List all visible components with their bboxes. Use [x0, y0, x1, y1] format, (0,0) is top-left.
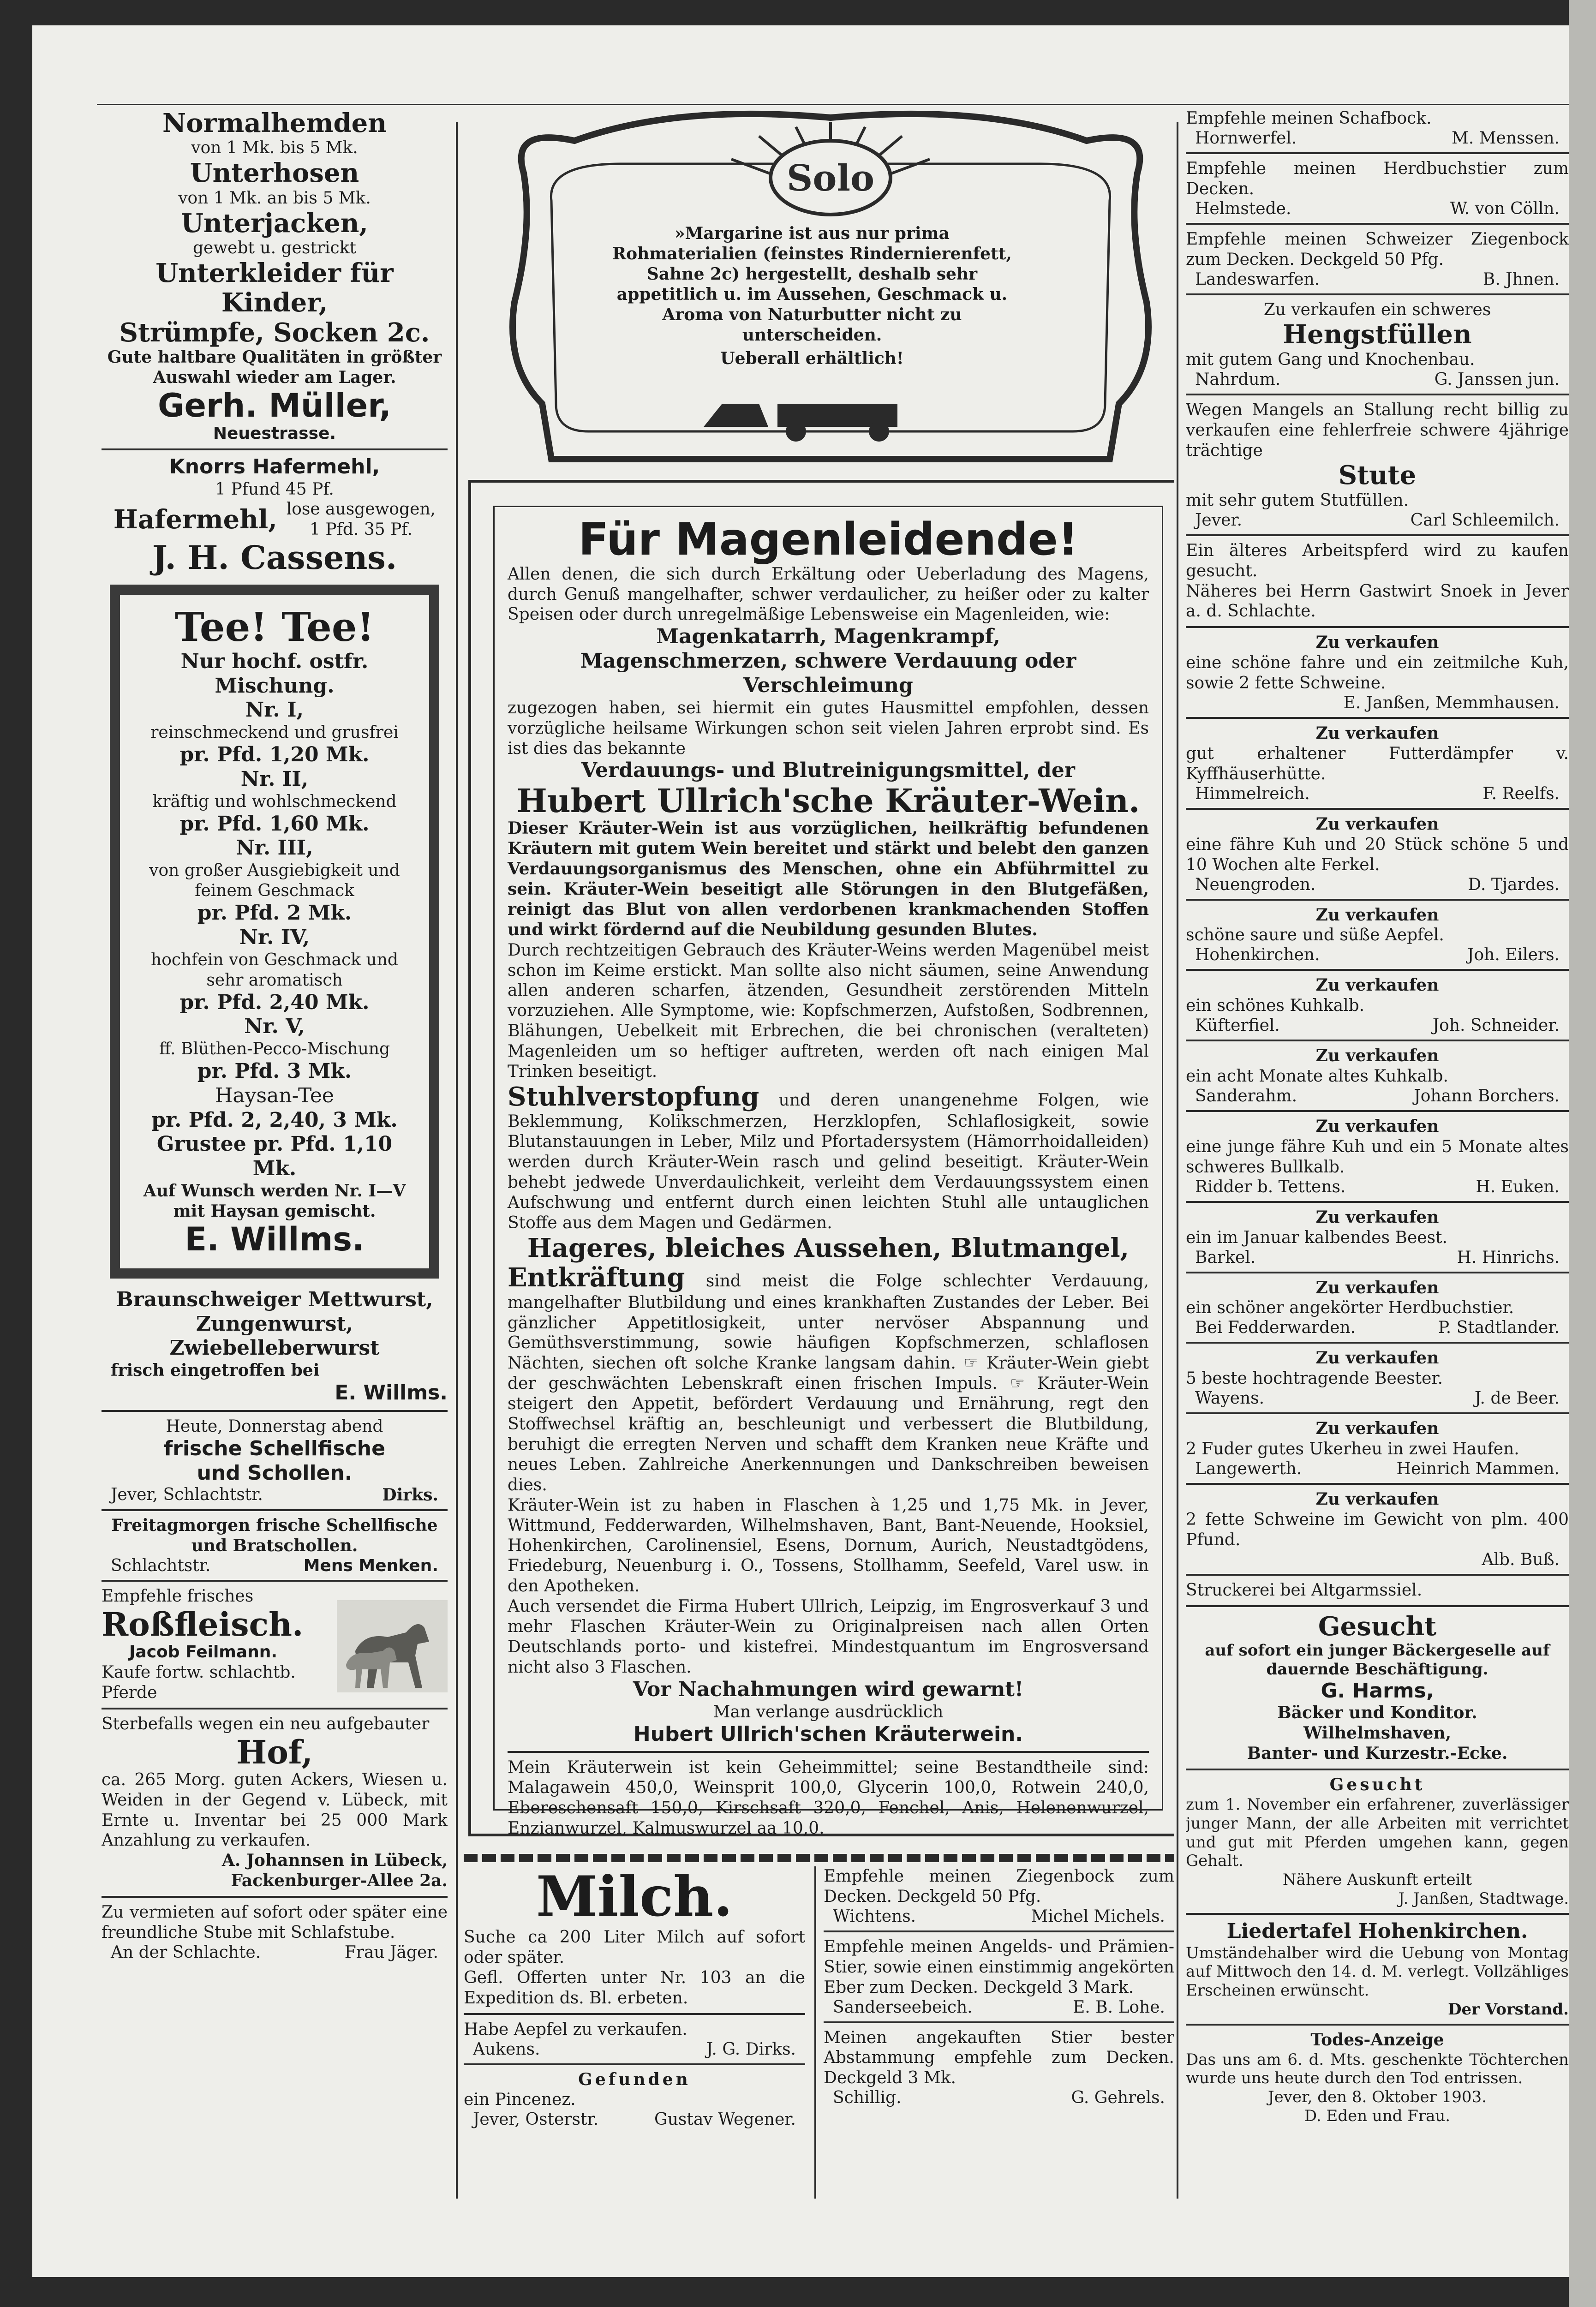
- ad-line: Zu verkaufen ein schweres: [1263, 300, 1491, 319]
- ad-heading: Milch.: [536, 1864, 733, 1929]
- sale-ad: [1186, 1040, 1569, 1106]
- ad-body: Habe Aepfel zu verkaufen.: [464, 2020, 687, 2039]
- ad-milch-block: [464, 1866, 805, 2199]
- ad-line: Haysan-Tee: [215, 1083, 334, 1107]
- ad-place: Landeswarfen.: [1195, 269, 1320, 289]
- ad-body: auf sofort ein junger Bäckergeselle auf dauernde Beschäftigung.: [1205, 1641, 1550, 1679]
- ad-heading: Zu verkaufen: [1315, 975, 1439, 995]
- top-rule: [97, 104, 1569, 105]
- ad-heading: Todes-Anzeige: [1310, 2030, 1444, 2050]
- ad-line: Gute haltbare Qualitäten in größter Auswahl wieder am Lager.: [107, 347, 442, 387]
- ad-line: pr. Pfd. 2, 2,40, 3 Mk.: [151, 1108, 398, 1132]
- tee-number: Nr. II,: [240, 767, 309, 791]
- advertiser-name: Jacob Feilmann.: [129, 1643, 278, 1662]
- ad-place: Langewerth.: [1195, 1459, 1302, 1478]
- ad-place: Schillig.: [833, 2088, 902, 2108]
- ad-place: Jever, Osterstr.: [473, 2110, 599, 2129]
- ad-line: Kaufe fortw. schlachtb.: [102, 1663, 296, 1682]
- advertiser-name: Gerh. Müller,: [157, 386, 392, 424]
- advertiser-name: A. Johannsen in Lübeck, Fackenburger-Allee 2a.: [221, 1851, 448, 1891]
- advertiser-name: J. H. Cassens.: [152, 538, 397, 577]
- advertiser-name: J. Janßen, Stadtwage.: [1398, 1889, 1569, 1908]
- ad-heading: Zu verkaufen: [1315, 1116, 1439, 1136]
- ad-line: Empfehle frisches: [102, 1587, 254, 1606]
- ad-body: Kräuter-Wein ist zu haben in Flaschen à 1,25 und 1,75 Mk. in Jever, Wittmund, Fedderwarden, Wilhelmshaven, Bant, Bant-Neuende, Hooksiel, Hohenkirchen, Carolinensiel, Esens, Dornum, Aurich, Neustadtgödens, Friedeburg, Neuenburg i. O., Tossens, Stollhamm, Seefeld, Varel usw. in den Apotheken.: [508, 1495, 1149, 1596]
- tee-price: pr. Pfd. 2 Mk.: [197, 901, 352, 925]
- ad-heading: Liedertafel Hohenkirchen.: [1226, 1919, 1528, 1943]
- column-rule: [814, 1866, 816, 2199]
- ad-place: Helmstede.: [1195, 199, 1291, 218]
- ad-body: mit sehr gutem Stutfüllen.: [1186, 490, 1409, 510]
- ad-heading: Tee! Tee!: [174, 604, 375, 651]
- advertiser-name: E. B. Lohe.: [1072, 1997, 1165, 2017]
- ad-body: Umständehalber wird die Uebung von Montag auf Mittwoch den 14. d. M. verlegt. Vollzähliges Erscheinen erwünscht.: [1186, 1943, 1569, 2000]
- ad-place: Sanderseebeich.: [833, 1997, 973, 2017]
- ad-body: Mein Kräuterwein ist kein Geheimmittel; seine Bestandtheile sind: Malagawein 450,0, Weinsprit 100,0, Glycerin 100,0, Rotwein 240,0, Ebereschensaft 150,0, Kirschsaft 320,0, Fenchel, Anis, Helenenwurzel, Enzianwurzel, Kalmuswurzel aa 10,0.: [508, 1758, 1149, 1838]
- ad-hof: [102, 1714, 448, 1891]
- small-ad: [1186, 108, 1569, 154]
- sale-ads-list: [1186, 626, 1569, 1600]
- ad-body: sind meist die Folge schlechter Verdauung, mangelhafter Blutbildung und eines krankhaften Zustandes der Leber. Bei gänzlicher Appetitlosigkeit, unter nervöser Abspannung und Gemüthsverstimmung, sowie häufigen Kopfschmerzen, schlaflosen Nächten, siechen oft solche Kranke langsam dahin. ☞ Kräuter-Wein giebt der geschwächten Lebenskraft einen frischen Impuls. ☞ Kräuter-Wein steigert den Appetit, befördert Verdauung und Ernährung, regt den Stoffwechsel kräftig an, beschleunigt und verbessert die Blutbildung, beruhigt die erregten Nerven und schafft dem Kranken neue Kräfte und neues Leben. Zahlreiche Anerkennungen und Dankschreiben beweisen dies.: [508, 1272, 1149, 1494]
- ad-heading: Knorrs Hafermehl,: [169, 454, 380, 478]
- tee-number: Nr. I,: [245, 698, 304, 722]
- ad-place: Sanderahm.: [1195, 1086, 1297, 1106]
- ad-body: Dieser Kräuter-Wein ist aus vorzüglichen, heilkräftig befundenen Kräutern mit gutem Wein bereitet und stärkt und belebt den ganzen Verdauungsorganismus des Menschen, ohne ein Abführmittel zu sein. Kräuter-Wein beseitigt alle Störungen in den Blutgefäßen, reinigt das Blut von allen verdorbenen krankmachenden Stoffen und wirkt fördernd auf die Neubildung gesunden Blutes.: [508, 819, 1149, 939]
- ad-heading: Zu verkaufen: [1315, 1278, 1439, 1297]
- ad-heading: Gesucht: [1329, 1775, 1425, 1795]
- tee-description: hochfein von Geschmack und sehr aromatisch: [151, 950, 398, 990]
- ad-body: eine fähre Kuh und 20 Stück schöne 5 und 10 Wochen alte Ferkel.: [1186, 835, 1569, 874]
- ad-body: ein im Januar kalbendes Beest.: [1186, 1228, 1447, 1247]
- ad-emphasis: Magenschmerzen, schwere Verdauung oder Verschleimung: [580, 649, 1076, 697]
- ad-body: zugezogen haben, sei hiermit ein gutes Hausmittel empfohlen, dessen vorzügliche heilsame Wirkungen schon seit vielen Jahren erprobt sind. Es ist dies das bekannte: [508, 698, 1149, 758]
- ad-body: Auch versendet die Firma Hubert Ullrich, Leipzig, im Engrosverkauf 3 und mehr Flaschen Kräuter-Wein zu Originalpreisen nach allen Orten Deutschlands porto- und kistefrei. Mindestquantum im Engrosversand nicht also 3 Flaschen.: [508, 1597, 1149, 1677]
- ad-body: Durch rechtzeitigen Gebrauch des Kräuter-Weins werden Magenübel meist schon im Keime erstickt. Man sollte also nicht säumen, seine Anwendung allen anderen scharfen, ätzenden, Gesundheit zerstörenden Mitteln vorzuziehen. Alle Symptome, wie: Kopfschmerzen, Aufstoßen, Sodbrennen, Blähungen, Uebelkeit mit Erbrechen, die bei chronischen (veralteten) Magenleiden um so heftiger auftreten, werden oft nach einigen Mal Trinken beseitigt.: [508, 940, 1149, 1082]
- ad-body: 2 Fuder gutes Ukerheu in zwei Haufen.: [1186, 1440, 1519, 1459]
- sale-ad: [1186, 1574, 1569, 1601]
- ad-wurst: [102, 1288, 448, 1405]
- ad-gesucht-baecker: [1186, 1612, 1569, 1764]
- ad-place: Aukens.: [473, 2039, 540, 2059]
- tee-price: pr. Pfd. 2,40 Mk.: [179, 990, 370, 1014]
- advertiser-name: Carl Schleemilch.: [1410, 510, 1560, 530]
- advertiser-name: W. von Cölln.: [1450, 199, 1560, 218]
- ad-body: Empfehle meinen Ziegenbock zum Decken. Deckgeld 50 Pfg.: [824, 1867, 1174, 1906]
- ad-freitag: [102, 1516, 448, 1575]
- ad-line: 1 Pfd. 35 Pf.: [310, 520, 412, 539]
- ad-line: Bäcker und Konditor.: [1277, 1703, 1477, 1723]
- adjacent-page-edge: [1569, 0, 1596, 2307]
- ad-body: Ein älteres Arbeitspferd wird zu kaufen gesucht.: [1186, 541, 1569, 580]
- sale-ad: [1186, 1483, 1569, 1569]
- ad-body: gut erhaltener Futterdämpfer v. Kyffhäuserhütte.: [1186, 744, 1569, 783]
- advertiser-name: Joh. Schneider.: [1432, 1016, 1560, 1035]
- ad-body: und deren unangenehme Folgen, wie Beklemmung, Kolikschmerzen, Herzklopfen, Schlaflosigkeit, sowie Blutanstauungen in Leber, Milz und Pfortadersystem (Hämorrhoidalleiden) werden durch Kräuter-Wein rasch und gelind beseitigt. Kräuter-Wein behebt jedwede Unverdaulichkeit, verleiht dem Verdauungssystem einen Aufschwung und entfernt durch einen leichten Stuhl alle untauglichen Stoffe aus dem Magen und Gedärmen.: [508, 1091, 1149, 1232]
- ad-heading: Unterkleider für Kinder,: [155, 257, 394, 318]
- tee-description: kräftig und wohlschmeckend: [152, 792, 397, 811]
- ad-body: Gefl. Offerten unter Nr. 103 an die Expedition ds. Bl. erbeten.: [464, 1968, 805, 2008]
- ad-heading: frische Schellfische: [164, 1436, 385, 1460]
- sale-ad: [1186, 1272, 1569, 1338]
- ad-place: Hohenkirchen.: [1195, 945, 1320, 965]
- small-ads-top: [1186, 108, 1569, 295]
- ad-subheading: Entkräftung: [508, 1262, 685, 1293]
- ad-place: Wichtens.: [833, 1907, 916, 1926]
- ad-line: lose ausgewogen,: [286, 500, 436, 519]
- ornament-border: [464, 1854, 1174, 1862]
- ad-body: ein Pincenez.: [464, 2090, 576, 2110]
- tee-price: pr. Pfd. 1,20 Mk.: [179, 743, 370, 767]
- ad-body: eine junge fähre Kuh und ein 5 Monate altes schweres Bullkalb.: [1186, 1137, 1569, 1177]
- column-left: [102, 108, 448, 2199]
- tee-number: Nr. V,: [244, 1015, 305, 1039]
- ad-stute: [1186, 400, 1569, 530]
- ad-heading: Gefunden: [578, 2069, 691, 2089]
- tee-list: [134, 698, 415, 1083]
- advertiser-name: Johann Borchers.: [1414, 1086, 1560, 1106]
- ad-body: Empfehle meinen Herdbuchstier zum Decken.: [1186, 159, 1569, 198]
- ad-line: frisch eingetroffen bei: [111, 1361, 320, 1381]
- ad-body: 2 fette Schweine im Gewicht von plm. 400 Pfund.: [1186, 1510, 1569, 1549]
- advertiser-name: F. Reelfs.: [1482, 784, 1560, 803]
- ad-place: Hornwerfel.: [1195, 128, 1297, 148]
- ad-line: 1 Pfund 45 Pf.: [215, 479, 334, 499]
- tee-price: pr. Pfd. 3 Mk.: [197, 1059, 352, 1083]
- sale-ad: [1186, 899, 1569, 965]
- solo-tagline: Ueberall erhältlich!: [720, 349, 904, 369]
- ad-line: Banter- und Kurzestr.-Ecke.: [1247, 1744, 1508, 1763]
- tee-item: [134, 698, 415, 767]
- tee-number: Nr. III,: [236, 836, 313, 860]
- solo-body: »Margarine ist aus nur prima Rohmaterialien (feinstes Rindernierenfett, Sahne 2c) hergestellt, deshalb sehr appetitlich u. im Aussehen, Geschmack u. Aroma von Naturbutter nicht zu unterscheiden.: [612, 224, 1012, 345]
- sale-ad: [1186, 1110, 1569, 1196]
- advertiser-name: G. Gehrels.: [1071, 2088, 1165, 2108]
- column-rule: [1177, 122, 1178, 2199]
- ad-liedertafel: [1186, 1919, 1569, 2019]
- tee-description: ff. Blüthen-Pecco-Mischung: [159, 1040, 390, 1059]
- advertiser-name: B. Jhnen.: [1482, 269, 1560, 289]
- column-center: [464, 108, 1174, 2199]
- ad-line: gewebt u. gestrickt: [193, 238, 356, 257]
- ad-line: Sterbefalls wegen ein neu aufgebauter: [102, 1714, 430, 1733]
- ad-line: Heute, Donnerstag abend: [166, 1416, 383, 1436]
- advertiser-name: P. Stadtlander.: [1438, 1318, 1560, 1338]
- sale-ad: [1186, 1342, 1569, 1408]
- ad-heading: Hof,: [236, 1733, 313, 1771]
- ad-place: Jever.: [1195, 510, 1243, 530]
- advertiser-name: J. G. Dirks.: [706, 2039, 796, 2059]
- ad-body: Das uns am 6. d. Mts. geschenkte Töchterchen wurde uns heute durch den Tod entrissen.: [1186, 2050, 1569, 2088]
- ad-line: von 1 Mk. bis 5 Mk.: [191, 138, 358, 158]
- sale-ad: [1186, 1412, 1569, 1478]
- ad-place: Schlachtstr.: [111, 1556, 211, 1576]
- newspaper-page: [32, 25, 1569, 2277]
- advertiser-name: H. Euken.: [1476, 1177, 1560, 1196]
- ad-heading: Roßfleisch.: [102, 1605, 304, 1644]
- ad-subheading: Hubert Ullrich'sche Kräuter-Wein.: [516, 782, 1140, 820]
- ad-warning: Vor Nachahmungen wird gewarnt!: [633, 1677, 1024, 1701]
- ad-place: Ridder b. Tettens.: [1195, 1177, 1346, 1196]
- ad-line: Auf Wunsch werden Nr. I—V mit Haysan gemischt.: [143, 1181, 406, 1221]
- ad-body: Empfehle meinen Angelds- und Prämien-Stier, sowie einen einstimmig angekörten Eber zum Decken. Deckgeld 3 Mark.: [824, 1937, 1174, 1997]
- ad-body: mit gutem Gang und Knochenbau.: [1186, 350, 1475, 369]
- ad-place: Jever, Schlachtstr.: [111, 1485, 263, 1505]
- advertiser-name: Dirks.: [382, 1485, 438, 1505]
- ad-heading: Zungenwurst, Zwiebelleberwurst: [169, 1312, 380, 1360]
- ad-heading: Zu verkaufen: [1315, 1348, 1439, 1368]
- ad-line: Pferde: [102, 1683, 157, 1702]
- ad-heading: Unterhosen: [190, 158, 359, 189]
- ad-body: Meinen angekauften Stier bester Abstammung empfehle zum Decken. Deckgeld 3 Mk.: [824, 2028, 1174, 2088]
- small-ad: [1186, 159, 1569, 225]
- advertiser-name: J. de Beer.: [1474, 1389, 1560, 1408]
- tee-item: [134, 836, 415, 925]
- advertiser-name: D. Tjardes.: [1468, 875, 1560, 894]
- ad-place: An der Schlachte.: [111, 1942, 261, 1962]
- ad-heading: Stute: [1338, 460, 1417, 491]
- tee-number: Nr. IV,: [239, 925, 310, 949]
- ad-line: Wilhelmshaven,: [1303, 1723, 1452, 1743]
- ad-body: ca. 265 Morg. guten Ackers, Wiesen u. Weiden in der Gegend v. Lübeck, mit Ernte u. Inventar bei 25 000 Mark Anzahlung zu verkaufen.: [102, 1770, 448, 1850]
- ad-body: ein schönes Kuhkalb.: [1186, 996, 1365, 1016]
- advertiser-name: M. Menssen.: [1452, 128, 1560, 148]
- ad-subheading: Hageres, bleiches Aussehen, Blutmangel,: [527, 1232, 1130, 1263]
- ad-heading: Für Magenleidende!: [578, 514, 1078, 565]
- ad-heading: Zu verkaufen: [1315, 1207, 1439, 1227]
- ad-heading: Zu verkaufen: [1315, 814, 1439, 834]
- ad-ziegenbock-block: [824, 1866, 1174, 2199]
- ad-place: Bei Fedderwarden.: [1195, 1318, 1356, 1338]
- advertiser-name: Alb. Buß.: [1482, 1550, 1560, 1569]
- tee-item: [134, 767, 415, 837]
- solo-text: [602, 224, 1022, 369]
- ad-rossfleisch: [102, 1586, 448, 1703]
- ad-schellfisch: [102, 1416, 448, 1505]
- ad-place: Himmelreich.: [1195, 784, 1310, 803]
- ad-line: Neuestrasse.: [213, 424, 336, 443]
- ad-heading: Zu verkaufen: [1315, 1046, 1439, 1066]
- ad-place: Barkel.: [1195, 1248, 1256, 1267]
- ad-body: Empfehle meinen Schweizer Ziegenbock zum Decken. Deckgeld 50 Pfg.: [1186, 229, 1569, 269]
- ad-heading: Zu verkaufen: [1315, 1489, 1439, 1509]
- ad-normalhemden: [102, 108, 448, 444]
- sale-ad: [1186, 808, 1569, 894]
- ad-place: Küfterfiel.: [1195, 1016, 1280, 1035]
- ad-hengstfuellen: [1186, 300, 1569, 389]
- ad-body: schöne saure und süße Aepfel.: [1186, 926, 1444, 945]
- ad-line: Nähere Auskunft erteilt: [1282, 1871, 1472, 1889]
- ad-arbeitspferd: [1186, 541, 1569, 622]
- ad-knorr: [102, 455, 448, 576]
- ad-line: Man verlange ausdrücklich: [713, 1702, 944, 1721]
- ad-body: ein schöner angekörter Herdbuchstier.: [1186, 1298, 1514, 1318]
- ad-body: Suche ca 200 Liter Milch auf sofort oder später.: [464, 1928, 805, 1967]
- advertiser-name: Mens Menken.: [303, 1556, 438, 1576]
- sale-ad: [1186, 1201, 1569, 1267]
- tee-item: [134, 1015, 415, 1084]
- ad-heading: Zu verkaufen: [1315, 723, 1439, 743]
- ad-body: 5 beste hochtragende Beester.: [1186, 1369, 1443, 1388]
- ad-emphasis: Magenkatarrh, Magenkrampf,: [656, 625, 1000, 649]
- ad-place: Nahrdum.: [1195, 370, 1281, 389]
- ad-line: Grustee pr. Pfd. 1,10 Mk.: [156, 1132, 393, 1181]
- column-right: [1186, 108, 1569, 2199]
- ad-body: Näheres bei Herrn Gastwirt Snoek in Jever a. d. Schlachte.: [1186, 581, 1569, 621]
- ad-heading: Normalhemden: [162, 108, 387, 138]
- ad-line: von 1 Mk. an bis 5 Mk.: [178, 188, 371, 208]
- ad-product-name: Hubert Ullrich'schen Kräuterwein.: [633, 1722, 1023, 1746]
- advertiser-name: Frau Jäger.: [344, 1942, 438, 1962]
- ad-place: Wayens.: [1195, 1389, 1265, 1408]
- small-ad: [1186, 229, 1569, 295]
- ad-heading: Unterjacken,: [181, 208, 368, 239]
- ad-body: Struckerei bei Altgarmssiel.: [1186, 1580, 1423, 1600]
- advertiser-name: Gustav Wegener.: [654, 2110, 796, 2129]
- ad-heading: Hafermehl,: [113, 504, 277, 535]
- ad-heading: und Schollen.: [197, 1461, 353, 1485]
- ad-todesanzeige: [1186, 2030, 1569, 2126]
- advertiser-name: E. Willms.: [185, 1220, 365, 1258]
- tee-description: von großer Ausgiebigkeit und feinem Geschmack: [149, 861, 400, 901]
- ad-emphasis: Verdauungs- und Blutreinigungsmittel, der: [581, 759, 1075, 783]
- advertiser-name: D. Eden und Frau.: [1304, 2107, 1451, 2126]
- sale-ad: [1186, 626, 1569, 712]
- advertiser-name: E. Willms.: [335, 1381, 448, 1405]
- ad-heading: Zu verkaufen: [1315, 633, 1439, 652]
- ad-body: Zu vermieten auf sofort oder später eine freundliche Stube mit Schlafstube.: [102, 1903, 448, 1942]
- ad-heading: Zu verkaufen: [1315, 1419, 1439, 1439]
- tee-item: [134, 926, 415, 1015]
- ad-gesucht-mann: [1186, 1775, 1569, 1908]
- solo-brand: Solo: [786, 157, 875, 199]
- advertiser-name: Der Vorstand.: [1448, 2000, 1569, 2019]
- tee-description: reinschmeckend und grusfrei: [150, 723, 399, 742]
- advertiser-name: G. Harms,: [1321, 1679, 1434, 1703]
- ad-stube: [102, 1902, 448, 1962]
- ad-heading: Hengstfüllen: [1283, 319, 1472, 350]
- ad-body: Wegen Mangels an Stallung recht billig zu verkaufen eine fehlerfreie schwere 4jährige trächtige: [1186, 400, 1569, 460]
- tee-price: pr. Pfd. 1,60 Mk.: [179, 812, 370, 836]
- sale-ad: [1186, 969, 1569, 1035]
- advertiser-name: E. Janßen, Memmhausen.: [1343, 693, 1560, 713]
- horse-cart-icon: [704, 404, 897, 442]
- ad-kraeuterwein: [468, 480, 1174, 1836]
- ad-body: Allen denen, die sich durch Erkältung oder Ueberladung des Magens, durch Genuß mangelhafter, schwer verdaulicher, zu heißer oder zu kalter Speisen oder durch unregelmäßige Lebensweise ein Magenleiden, wie:: [508, 564, 1149, 624]
- ad-date: Jever, den 8. Oktober 1903.: [1268, 2088, 1487, 2107]
- ad-place: Neuengroden.: [1195, 875, 1316, 894]
- ad-tee: [110, 585, 439, 1279]
- ad-heading: Gesucht: [1318, 1611, 1437, 1642]
- advertiser-name: H. Hinrichs.: [1457, 1248, 1560, 1267]
- ad-body: ein acht Monate altes Kuhkalb.: [1186, 1067, 1448, 1086]
- ad-subheading: Stuhlverstopfung: [508, 1082, 759, 1112]
- ad-heading: Braunschweiger Mettwurst,: [116, 1287, 433, 1311]
- ad-body: Empfehle meinen Schafbock.: [1186, 109, 1432, 128]
- advertiser-name: Michel Michels.: [1031, 1907, 1165, 1926]
- advertiser-name: G. Janssen jun.: [1434, 370, 1560, 389]
- sale-ad: [1186, 717, 1569, 803]
- column-rule: [456, 122, 458, 2199]
- ad-body: zum 1. November ein erfahrener, zuverlässiger junger Mann, der alle Arbeiten mit verrichtet und gut mit Pferden umgehen kann, gegen Gehalt.: [1186, 1795, 1569, 1871]
- advertiser-name: Joh. Eilers.: [1467, 945, 1560, 965]
- ad-heading: Zu verkaufen: [1315, 905, 1439, 925]
- horse-illustration: [337, 1600, 448, 1692]
- ad-subheading: Nur hochf. ostfr. Mischung.: [180, 649, 369, 698]
- ad-heading: Strümpfe, Socken 2c.: [119, 317, 430, 348]
- advertiser-name: Heinrich Mammen.: [1396, 1459, 1560, 1478]
- ad-body: eine schöne fahre und ein zeitmilche Kuh, sowie 2 fette Schweine.: [1186, 653, 1569, 693]
- ad-line: Freitagmorgen frische Schellfische und Bratschollen.: [111, 1516, 438, 1556]
